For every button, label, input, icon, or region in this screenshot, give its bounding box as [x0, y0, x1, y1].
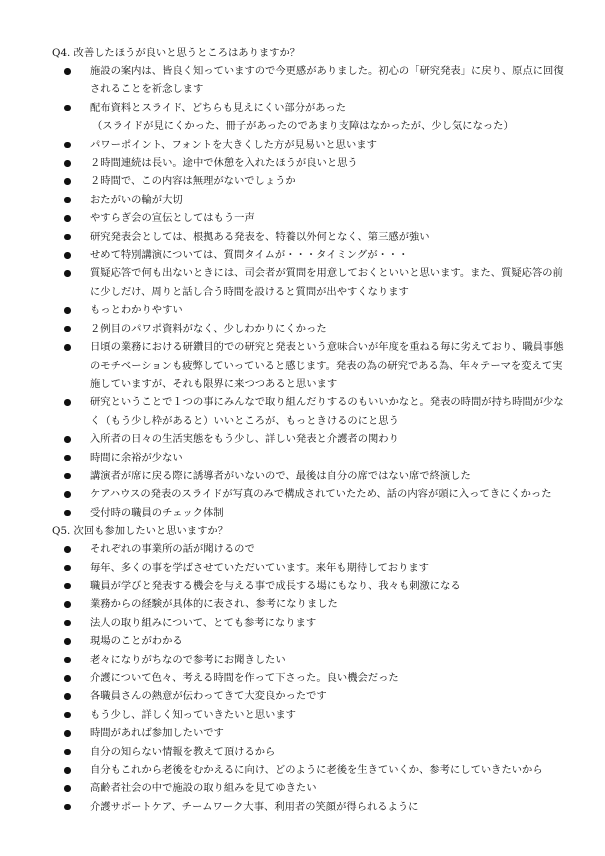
answer-text-line: やすらぎ会の宣伝としてはもう一声: [90, 212, 255, 225]
bullet-icon: [64, 546, 71, 553]
bullet-icon: [64, 252, 71, 259]
bullet-icon: [64, 234, 71, 241]
answer-text-line: 講演者が席に戻る際に誘導者がいないので、最後は自分の席ではない席で終演した: [90, 469, 471, 482]
answer-item: [52, 485, 565, 503]
answer-text-line: 研究ということで１つの事にみんなで取り組んだりするのもいいかなと。発表の時間が持ち時間が少な: [90, 396, 564, 409]
answer-text-line: ケアハウスの発表のスライドが写真のみで構成されていたため、話の内容が頭に入ってきにくかった: [90, 488, 552, 501]
answer-item: [52, 228, 565, 246]
bullet-icon: [64, 693, 71, 700]
bullet-icon: [64, 767, 71, 774]
bullet-icon: [64, 215, 71, 222]
bullet-icon: [64, 583, 71, 590]
answer-item: [52, 559, 565, 577]
bullet-icon: [64, 730, 71, 737]
answer-item: [52, 172, 565, 190]
answer-list: [52, 62, 565, 522]
bullet-icon: [64, 142, 71, 149]
answer-text-line: に少しだけ、周りと話し合う時間を設けると質問が出やすくなります: [90, 285, 409, 298]
bullet-icon: [64, 657, 71, 664]
answer-item: [52, 798, 565, 816]
answer-item: [52, 595, 565, 613]
answer-text-line: せめて特別講演については、質問タイムが・・・タイミングが・・・: [90, 249, 409, 262]
answer-item: [52, 154, 565, 172]
bullet-icon: [64, 804, 71, 811]
answer-item: [52, 687, 565, 705]
bullet-icon: [64, 399, 71, 406]
answer-text-line: 入所者の日々の生活実態をもう少し、詳しい発表と介護者の関わり: [90, 433, 399, 446]
answer-item: [52, 632, 565, 650]
answer-item: [52, 136, 565, 154]
answer-item: [52, 393, 565, 430]
bullet-icon: [64, 620, 71, 627]
bullet-icon: [64, 197, 71, 204]
answer-text-line: ２時間で、この内容は無理がないでしょうか: [90, 175, 296, 188]
answer-text-line: 時間があれば参加したいです: [90, 727, 224, 740]
question-heading: Q4. 改善したほうが良いと思うところはありますか？: [52, 47, 301, 59]
answer-text-line: おたがいの輪が大切: [90, 193, 183, 206]
bullet-icon: [64, 675, 71, 682]
bullet-icon: [64, 785, 71, 792]
answer-item: [52, 449, 565, 467]
bullet-icon: [64, 455, 71, 462]
bullet-icon: [64, 565, 71, 572]
answer-item: [52, 209, 565, 227]
answer-text-line: く（もう少し枠があると）いいところが、もっときけるのにと思う: [90, 414, 399, 427]
bullet-icon: [64, 307, 71, 314]
answer-list: [52, 540, 565, 816]
answer-text-line: 施設の案内は、皆良く知っていますので今更感がありました。初心の「研究発表」に戻り、原点に回復: [90, 65, 564, 77]
bullet-icon: [64, 601, 71, 608]
answer-item: [52, 504, 565, 522]
answer-item: [52, 724, 565, 742]
answer-text-line: 老々になりがちなので参考にお聞きしたい: [90, 653, 286, 666]
bullet-icon: [64, 473, 71, 480]
bullet-icon: [64, 326, 71, 333]
answer-item: [52, 62, 565, 99]
answer-text-line: 施していますが、それも限界に来つつあると思います: [90, 377, 338, 390]
answer-text-line: 毎年、多くの事を学ばさせていただいています。来年も期待しております: [90, 561, 429, 574]
answer-text-line: 介護について色々、考える時間を作って下さった。良い機会だった: [90, 672, 399, 684]
bullet-icon: [64, 344, 71, 351]
bullet-icon: [64, 270, 71, 277]
question-heading: Q5. 次回も参加したいと思いますか？: [52, 525, 228, 538]
answer-item: [52, 669, 565, 687]
answer-text-line: 自分もこれから老後をむかえるに向け、どのように老後を生きていくか、参考にしていきたいから: [90, 764, 543, 777]
answer-text-line: 法人の取り組みについて、とても参考になります: [90, 616, 317, 629]
bullet-icon: [64, 638, 71, 645]
answer-item: [52, 264, 565, 301]
answer-text-line: 時間に余裕が少ない: [90, 451, 183, 464]
answer-item: [52, 706, 565, 724]
answer-item: [52, 191, 565, 209]
answer-item: [52, 779, 565, 797]
answer-item: [52, 614, 565, 632]
answer-text-line: のモチベーションも疲弊していっていると感じます。発表の為の研究である為、年々テーマを変えて実: [90, 359, 563, 372]
answer-item: [52, 430, 565, 448]
answer-text-line: 受付時の職員のチェック体制: [90, 506, 224, 519]
answer-item: [52, 743, 565, 761]
survey-content: [52, 44, 565, 816]
answer-text-line: 自分の知らない情報を教えて頂けるから: [90, 745, 276, 758]
answer-text-line: 職員が学びと発表する機会を与える事で成長する場にもなり、我々も刺激になる: [90, 579, 461, 592]
answer-item: [52, 99, 565, 136]
answer-item: [52, 301, 565, 319]
answer-text-line: されることを祈念します: [90, 83, 204, 96]
bullet-icon: [64, 178, 71, 185]
bullet-icon: [64, 712, 71, 719]
answer-item: [52, 577, 565, 595]
answer-item: [52, 338, 565, 393]
answer-text-line: ２例目のパワポ資料がなく、少しわかりにくかった: [90, 322, 327, 335]
answer-text-line: 質疑応答で何も出ないときには、司会者が質問を用意しておくといいと思います。また、質疑応答の前: [90, 267, 563, 280]
bullet-icon: [64, 68, 71, 75]
answer-text-line: 現場のことがわかる: [90, 635, 183, 648]
answer-text-line: もう少し、詳しく知っていきたいと思います: [90, 708, 296, 721]
answer-text-line: パワーポイント、フォントを大きくした方が見易いと思います: [90, 138, 377, 151]
answer-item: [52, 651, 565, 669]
bullet-icon: [64, 749, 71, 756]
bullet-icon: [64, 436, 71, 443]
answer-text-line: 高齢者社会の中で施設の取り組みを見てゆきたい: [90, 782, 317, 795]
bullet-icon: [64, 160, 71, 167]
answer-text-line: それぞれの事業所の話が聞けるので: [90, 543, 255, 556]
answer-item: [52, 320, 565, 338]
bullet-icon: [64, 105, 71, 112]
answer-item: [52, 246, 565, 264]
bullet-icon: [64, 491, 71, 498]
answer-text-line: もっとわかりやすい: [90, 304, 183, 317]
answer-item: [52, 761, 565, 779]
answer-text-line: ２時間連続は長い。途中で休憩を入れたほうが良いと思う: [90, 157, 358, 170]
answer-text-line: 業務からの経験が具体的に表され、参考になりました: [90, 598, 338, 611]
answer-item: [52, 540, 565, 558]
answer-text-line: 研究発表会としては、根拠ある発表を、特養以外何となく、第三感が強い: [90, 230, 430, 243]
answer-text-line: 各職員さんの熱意が伝わってきて大変良かったです: [90, 690, 327, 703]
answer-text-line: 日頃の業務における研鑽目的での研究と発表という意味合いが年度を重ねる毎に劣えており、職員事態: [90, 341, 564, 354]
answer-text-line: 介護サポートケア、チームワーク大事、利用者の笑顔が得られるように: [90, 800, 419, 813]
answer-item: [52, 467, 565, 485]
bullet-icon: [64, 510, 71, 517]
answer-text-line: （スライドが見にくかった、冊子があったのであまり支障はなかったが、少し気になった）: [92, 120, 514, 133]
answer-text-line: 配布資料とスライド、どちらも見えにくい部分があった: [90, 101, 347, 114]
